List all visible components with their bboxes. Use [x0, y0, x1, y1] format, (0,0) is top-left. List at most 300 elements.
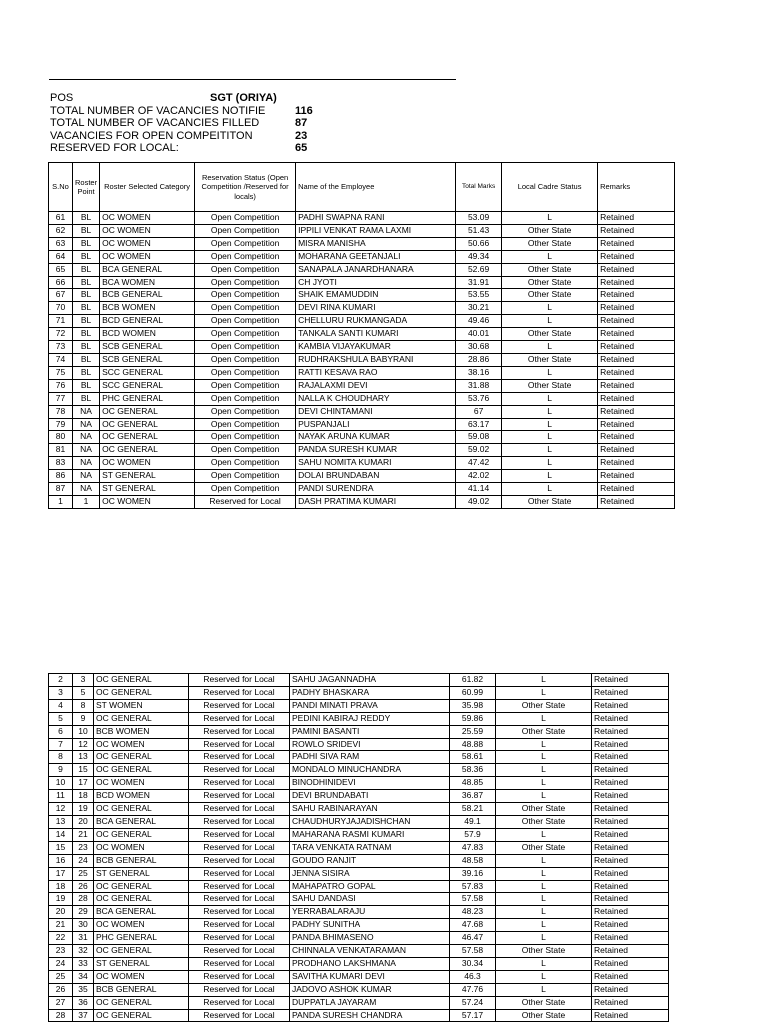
- table-row: [49, 366, 675, 379]
- marks-cell: 31.91: [456, 276, 502, 289]
- marks-cell: 46.3: [450, 970, 496, 983]
- remarks-cell: Retained: [598, 495, 675, 508]
- cadre-cell: L: [502, 444, 598, 457]
- roster-cell: 25: [73, 867, 94, 880]
- name-cell: CHELLURU RUKMANGADA: [296, 315, 456, 328]
- category-cell: OC GENERAL: [94, 764, 189, 777]
- category-cell: BCB WOMEN: [100, 302, 195, 315]
- cadre-cell: L: [502, 483, 598, 496]
- roster-cell: NA: [73, 405, 100, 418]
- open-competition-label: VACANCIES FOR OPEN COMPEITITON: [50, 129, 253, 142]
- name-cell: MISRA MANISHA: [296, 237, 456, 250]
- marks-cell: 48.23: [450, 906, 496, 919]
- cadre-cell: L: [502, 302, 598, 315]
- cadre-cell: Other State: [496, 699, 592, 712]
- roster-cell: 23: [73, 841, 94, 854]
- table-row: [49, 854, 669, 867]
- roster-cell: 28: [73, 893, 94, 906]
- remarks-cell: Retained: [592, 777, 669, 790]
- name-cell: PADHI SWAPNA RANI: [296, 212, 456, 225]
- name-cell: PADHY SUNITHA: [290, 919, 450, 932]
- cadre-cell: Other State: [496, 803, 592, 816]
- name-cell: PAMINI BASANTI: [290, 725, 450, 738]
- roster-cell: 26: [73, 880, 94, 893]
- name-cell: MONDALO MINUCHANDRA: [290, 764, 450, 777]
- table-row: [49, 777, 669, 790]
- sno-cell: 3: [49, 686, 73, 699]
- sno-cell: 2: [49, 674, 73, 687]
- marks-cell: 30.68: [456, 341, 502, 354]
- marks-cell: 61.82: [450, 674, 496, 687]
- reservation-cell: Open Competition: [195, 379, 296, 392]
- name-cell: DEVI RINA KUMARI: [296, 302, 456, 315]
- name-cell: CHAUDHURYJAJADISHCHAN: [290, 815, 450, 828]
- remarks-cell: Retained: [592, 828, 669, 841]
- table-body-bottom: [49, 674, 669, 1022]
- name-cell: DUPPATLA JAYARAM: [290, 996, 450, 1009]
- table-row: [49, 276, 675, 289]
- cadre-cell: Other State: [502, 328, 598, 341]
- cadre-cell: Other State: [502, 276, 598, 289]
- cadre-cell: L: [502, 405, 598, 418]
- vacancy-table-continued: [48, 673, 669, 1022]
- name-cell: DOLAI BRUNDABAN: [296, 470, 456, 483]
- name-cell: RATTI KESAVA RAO: [296, 366, 456, 379]
- category-cell: SCB GENERAL: [100, 353, 195, 366]
- reservation-cell: Open Competition: [195, 405, 296, 418]
- remarks-cell: Retained: [592, 815, 669, 828]
- sno-cell: 8: [49, 751, 73, 764]
- category-cell: BCB WOMEN: [94, 725, 189, 738]
- sno-cell: 73: [49, 341, 73, 354]
- sno-cell: 12: [49, 803, 73, 816]
- category-cell: OC GENERAL: [100, 405, 195, 418]
- marks-cell: 63.17: [456, 418, 502, 431]
- roster-cell: BL: [73, 341, 100, 354]
- name-cell: RAJALAXMI DEVI: [296, 379, 456, 392]
- category-cell: ST GENERAL: [94, 957, 189, 970]
- remarks-cell: Retained: [592, 932, 669, 945]
- sno-cell: 71: [49, 315, 73, 328]
- category-cell: ST WOMEN: [94, 699, 189, 712]
- table-row: [49, 470, 675, 483]
- reservation-cell: Reserved for Local: [189, 738, 290, 751]
- cadre-cell: Other State: [502, 289, 598, 302]
- table-row: [49, 996, 669, 1009]
- name-cell: TANKALA SANTI KUMARI: [296, 328, 456, 341]
- cadre-cell: L: [502, 315, 598, 328]
- vacancy-table: [48, 162, 675, 509]
- remarks-cell: Retained: [592, 919, 669, 932]
- category-cell: OC GENERAL: [100, 431, 195, 444]
- remarks-cell: Retained: [598, 366, 675, 379]
- marks-cell: 49.02: [456, 495, 502, 508]
- roster-cell: 8: [73, 699, 94, 712]
- sno-cell: 20: [49, 906, 73, 919]
- name-cell: KAMBIA VIJAYAKUMAR: [296, 341, 456, 354]
- sno-cell: 1: [49, 495, 73, 508]
- cadre-cell: Other State: [496, 725, 592, 738]
- reservation-cell: Open Competition: [195, 470, 296, 483]
- remarks-cell: Retained: [598, 263, 675, 276]
- name-cell: PANDI MINATI PRAVA: [290, 699, 450, 712]
- roster-cell: 9: [73, 712, 94, 725]
- roster-cell: BL: [73, 328, 100, 341]
- remarks-cell: Retained: [592, 945, 669, 958]
- sno-cell: 14: [49, 828, 73, 841]
- reservation-cell: Reserved for Local: [189, 983, 290, 996]
- reservation-cell: Reserved for Local: [189, 686, 290, 699]
- category-cell: SCC GENERAL: [100, 379, 195, 392]
- category-cell: OC WOMEN: [100, 237, 195, 250]
- reservation-cell: Open Competition: [195, 341, 296, 354]
- table-row: [49, 932, 669, 945]
- cadre-cell: L: [502, 250, 598, 263]
- name-cell: PADHY BHASKARA: [290, 686, 450, 699]
- vacancies-filled-row: [50, 117, 313, 130]
- category-cell: OC GENERAL: [94, 893, 189, 906]
- remarks-cell: Retained: [598, 289, 675, 302]
- table-row: [49, 828, 669, 841]
- name-cell: TARA VENKATA RATNAM: [290, 841, 450, 854]
- category-cell: BCA GENERAL: [94, 906, 189, 919]
- table-row: [49, 686, 669, 699]
- table-row: [49, 328, 675, 341]
- reservation-cell: Reserved for Local: [189, 945, 290, 958]
- open-competition-row: [50, 130, 313, 143]
- name-cell: CH JYOTI: [296, 276, 456, 289]
- category-cell: OC WOMEN: [94, 919, 189, 932]
- reservation-cell: Open Competition: [195, 457, 296, 470]
- marks-cell: 57.58: [450, 893, 496, 906]
- roster-cell: 3: [73, 674, 94, 687]
- remarks-cell: Retained: [598, 302, 675, 315]
- roster-cell: 5: [73, 686, 94, 699]
- roster-cell: 10: [73, 725, 94, 738]
- marks-cell: 58.36: [450, 764, 496, 777]
- marks-cell: 59.08: [456, 431, 502, 444]
- name-cell: SAHU DANDASI: [290, 893, 450, 906]
- cadre-cell: Other State: [496, 996, 592, 1009]
- marks-cell: 57.9: [450, 828, 496, 841]
- remarks-cell: Retained: [598, 353, 675, 366]
- table-row: [49, 674, 669, 687]
- vacancies-filled-label: TOTAL NUMBER OF VACANCIES FILLED: [50, 117, 260, 129]
- roster-cell: 36: [73, 996, 94, 1009]
- roster-cell: NA: [73, 431, 100, 444]
- remarks-cell: Retained: [592, 841, 669, 854]
- sno-cell: 19: [49, 893, 73, 906]
- cadre-cell: L: [496, 777, 592, 790]
- table-row: [49, 250, 675, 263]
- header-rule: [49, 79, 456, 80]
- reservation-cell: Reserved for Local: [189, 828, 290, 841]
- remarks-cell: Retained: [598, 224, 675, 237]
- cadre-cell: L: [496, 880, 592, 893]
- remarks-cell: Retained: [598, 444, 675, 457]
- header-name: Name of the Employee: [296, 163, 456, 212]
- open-competition-value: 23: [295, 129, 308, 142]
- reservation-cell: Reserved for Local: [189, 725, 290, 738]
- name-cell: SAHU NOMITA KUMARI: [296, 457, 456, 470]
- roster-cell: BL: [73, 353, 100, 366]
- sno-cell: 80: [49, 431, 73, 444]
- marks-cell: 42.02: [456, 470, 502, 483]
- reservation-cell: Reserved for Local: [189, 867, 290, 880]
- reservation-cell: Reserved for Local: [189, 906, 290, 919]
- name-cell: JADOVO ASHOK KUMAR: [290, 983, 450, 996]
- marks-cell: 40.01: [456, 328, 502, 341]
- category-cell: OC WOMEN: [94, 970, 189, 983]
- category-cell: OC GENERAL: [94, 996, 189, 1009]
- vacancies-filled-value: 87: [295, 117, 308, 129]
- sno-cell: 10: [49, 777, 73, 790]
- remarks-cell: Retained: [592, 970, 669, 983]
- cadre-cell: Other State: [502, 263, 598, 276]
- sno-cell: 75: [49, 366, 73, 379]
- reservation-cell: Open Competition: [195, 315, 296, 328]
- marks-cell: 39.16: [450, 867, 496, 880]
- sno-cell: 76: [49, 379, 73, 392]
- sno-cell: 24: [49, 957, 73, 970]
- pos-row: [50, 92, 313, 105]
- table-row: [49, 224, 675, 237]
- sno-cell: 61: [49, 212, 73, 225]
- remarks-cell: Retained: [592, 854, 669, 867]
- header-cadre: Local Cadre Status: [502, 163, 598, 212]
- category-cell: OC GENERAL: [94, 686, 189, 699]
- table-row: [49, 431, 675, 444]
- marks-cell: 36.87: [450, 790, 496, 803]
- table-row: [49, 957, 669, 970]
- sno-cell: 62: [49, 224, 73, 237]
- roster-cell: 31: [73, 932, 94, 945]
- sno-cell: 72: [49, 328, 73, 341]
- roster-cell: 15: [73, 764, 94, 777]
- marks-cell: 57.17: [450, 1009, 496, 1022]
- name-cell: YERRABALARAJU: [290, 906, 450, 919]
- marks-cell: 48.88: [450, 738, 496, 751]
- remarks-cell: Retained: [598, 457, 675, 470]
- category-cell: OC GENERAL: [94, 945, 189, 958]
- category-cell: OC GENERAL: [100, 418, 195, 431]
- remarks-cell: Retained: [598, 250, 675, 263]
- marks-cell: 60.99: [450, 686, 496, 699]
- reservation-cell: Reserved for Local: [195, 495, 296, 508]
- category-cell: ST GENERAL: [100, 470, 195, 483]
- sno-cell: 7: [49, 738, 73, 751]
- name-cell: SAHU JAGANNADHA: [290, 674, 450, 687]
- remarks-cell: Retained: [598, 379, 675, 392]
- cadre-cell: Other State: [502, 495, 598, 508]
- table-row: [49, 867, 669, 880]
- marks-cell: 49.34: [456, 250, 502, 263]
- marks-cell: 50.66: [456, 237, 502, 250]
- reservation-cell: Reserved for Local: [189, 712, 290, 725]
- cadre-cell: L: [502, 212, 598, 225]
- name-cell: MAHAPATRO GOPAL: [290, 880, 450, 893]
- cadre-cell: L: [502, 392, 598, 405]
- reservation-cell: Reserved for Local: [189, 893, 290, 906]
- cadre-cell: L: [496, 854, 592, 867]
- sno-cell: 15: [49, 841, 73, 854]
- roster-cell: 20: [73, 815, 94, 828]
- sno-cell: 13: [49, 815, 73, 828]
- vacancies-notified-row: [50, 105, 313, 118]
- name-cell: PANDA BHIMASENO: [290, 932, 450, 945]
- remarks-cell: Retained: [592, 906, 669, 919]
- reservation-cell: Open Competition: [195, 392, 296, 405]
- marks-cell: 49.46: [456, 315, 502, 328]
- reservation-cell: Open Competition: [195, 353, 296, 366]
- remarks-cell: Retained: [592, 893, 669, 906]
- remarks-cell: Retained: [598, 392, 675, 405]
- roster-cell: 18: [73, 790, 94, 803]
- category-cell: OC GENERAL: [94, 803, 189, 816]
- reservation-cell: Open Competition: [195, 289, 296, 302]
- table-row: [49, 893, 669, 906]
- reservation-cell: Open Competition: [195, 328, 296, 341]
- table-row: [49, 495, 675, 508]
- reserved-local-label: RESERVED FOR LOCAL:: [50, 142, 179, 154]
- reservation-cell: Open Competition: [195, 418, 296, 431]
- category-cell: BCB GENERAL: [94, 983, 189, 996]
- name-cell: DEVI CHINTAMANI: [296, 405, 456, 418]
- roster-cell: 13: [73, 751, 94, 764]
- name-cell: PANDA SURESH KUMAR: [296, 444, 456, 457]
- name-cell: BINODHINIDEVI: [290, 777, 450, 790]
- table-row: [49, 712, 669, 725]
- category-cell: OC GENERAL: [94, 1009, 189, 1022]
- sno-cell: 16: [49, 854, 73, 867]
- category-cell: OC GENERAL: [94, 751, 189, 764]
- roster-cell: 33: [73, 957, 94, 970]
- sno-cell: 74: [49, 353, 73, 366]
- category-cell: OC GENERAL: [94, 712, 189, 725]
- table-row: [49, 289, 675, 302]
- category-cell: BCA WOMEN: [100, 276, 195, 289]
- header-roster: Roster Point: [73, 163, 100, 212]
- marks-cell: 58.61: [450, 751, 496, 764]
- header-remarks: Remarks: [598, 163, 675, 212]
- category-cell: PHC GENERAL: [94, 932, 189, 945]
- reservation-cell: Reserved for Local: [189, 957, 290, 970]
- reservation-cell: Reserved for Local: [189, 803, 290, 816]
- category-cell: ST GENERAL: [100, 483, 195, 496]
- category-cell: OC GENERAL: [94, 674, 189, 687]
- reservation-cell: Reserved for Local: [189, 699, 290, 712]
- table-row: [49, 457, 675, 470]
- reservation-cell: Reserved for Local: [189, 790, 290, 803]
- roster-cell: 35: [73, 983, 94, 996]
- category-cell: OC WOMEN: [94, 738, 189, 751]
- category-cell: OC WOMEN: [100, 250, 195, 263]
- reservation-cell: Open Competition: [195, 366, 296, 379]
- cadre-cell: L: [496, 970, 592, 983]
- category-cell: ST GENERAL: [94, 867, 189, 880]
- name-cell: JENNA SISIRA: [290, 867, 450, 880]
- table-row: [49, 725, 669, 738]
- reservation-cell: Reserved for Local: [189, 996, 290, 1009]
- cadre-cell: L: [496, 764, 592, 777]
- marks-cell: 48.58: [450, 854, 496, 867]
- cadre-cell: Other State: [502, 237, 598, 250]
- roster-cell: 30: [73, 919, 94, 932]
- cadre-cell: L: [502, 366, 598, 379]
- roster-cell: 21: [73, 828, 94, 841]
- reservation-cell: Reserved for Local: [189, 1009, 290, 1022]
- category-cell: BCD WOMEN: [100, 328, 195, 341]
- marks-cell: 49.1: [450, 815, 496, 828]
- remarks-cell: Retained: [598, 328, 675, 341]
- remarks-cell: Retained: [592, 699, 669, 712]
- sno-cell: 28: [49, 1009, 73, 1022]
- name-cell: DASH PRATIMA KUMARI: [296, 495, 456, 508]
- reservation-cell: Open Competition: [195, 212, 296, 225]
- table-row: [49, 970, 669, 983]
- sno-cell: 25: [49, 970, 73, 983]
- roster-cell: 24: [73, 854, 94, 867]
- marks-cell: 59.02: [456, 444, 502, 457]
- cadre-cell: L: [502, 418, 598, 431]
- sno-cell: 27: [49, 996, 73, 1009]
- remarks-cell: Retained: [592, 983, 669, 996]
- table-row: [49, 880, 669, 893]
- sno-cell: 77: [49, 392, 73, 405]
- reservation-cell: Reserved for Local: [189, 841, 290, 854]
- reservation-cell: Reserved for Local: [189, 777, 290, 790]
- category-cell: BCB GENERAL: [94, 854, 189, 867]
- reservation-cell: Reserved for Local: [189, 854, 290, 867]
- cadre-cell: Other State: [502, 379, 598, 392]
- marks-cell: 57.24: [450, 996, 496, 1009]
- roster-cell: 34: [73, 970, 94, 983]
- reservation-cell: Open Competition: [195, 444, 296, 457]
- remarks-cell: Retained: [598, 237, 675, 250]
- cadre-cell: L: [502, 341, 598, 354]
- marks-cell: 41.14: [456, 483, 502, 496]
- marks-cell: 35.98: [450, 699, 496, 712]
- roster-cell: BL: [73, 315, 100, 328]
- category-cell: OC WOMEN: [100, 457, 195, 470]
- category-cell: OC WOMEN: [94, 777, 189, 790]
- table-row: [49, 483, 675, 496]
- name-cell: PANDI SURENDRA: [296, 483, 456, 496]
- category-cell: SCB GENERAL: [100, 341, 195, 354]
- table-row: [49, 444, 675, 457]
- reserved-local-value: 65: [295, 142, 308, 154]
- cadre-cell: L: [502, 470, 598, 483]
- reservation-cell: Reserved for Local: [189, 764, 290, 777]
- reservation-cell: Open Competition: [195, 431, 296, 444]
- remarks-cell: Retained: [592, 764, 669, 777]
- cadre-cell: L: [496, 751, 592, 764]
- header-reservation: Reservation Status (Open Competition /Reserved for locals): [195, 163, 296, 212]
- table-body-top: [49, 212, 675, 509]
- roster-cell: BL: [73, 379, 100, 392]
- table-row: [49, 405, 675, 418]
- cadre-cell: L: [502, 457, 598, 470]
- sno-cell: 79: [49, 418, 73, 431]
- roster-cell: NA: [73, 470, 100, 483]
- category-cell: OC WOMEN: [100, 495, 195, 508]
- table-row: [49, 983, 669, 996]
- category-cell: BCA GENERAL: [94, 815, 189, 828]
- roster-cell: BL: [73, 250, 100, 263]
- cadre-cell: L: [496, 867, 592, 880]
- name-cell: NALLA K CHOUDHARY: [296, 392, 456, 405]
- remarks-cell: Retained: [592, 686, 669, 699]
